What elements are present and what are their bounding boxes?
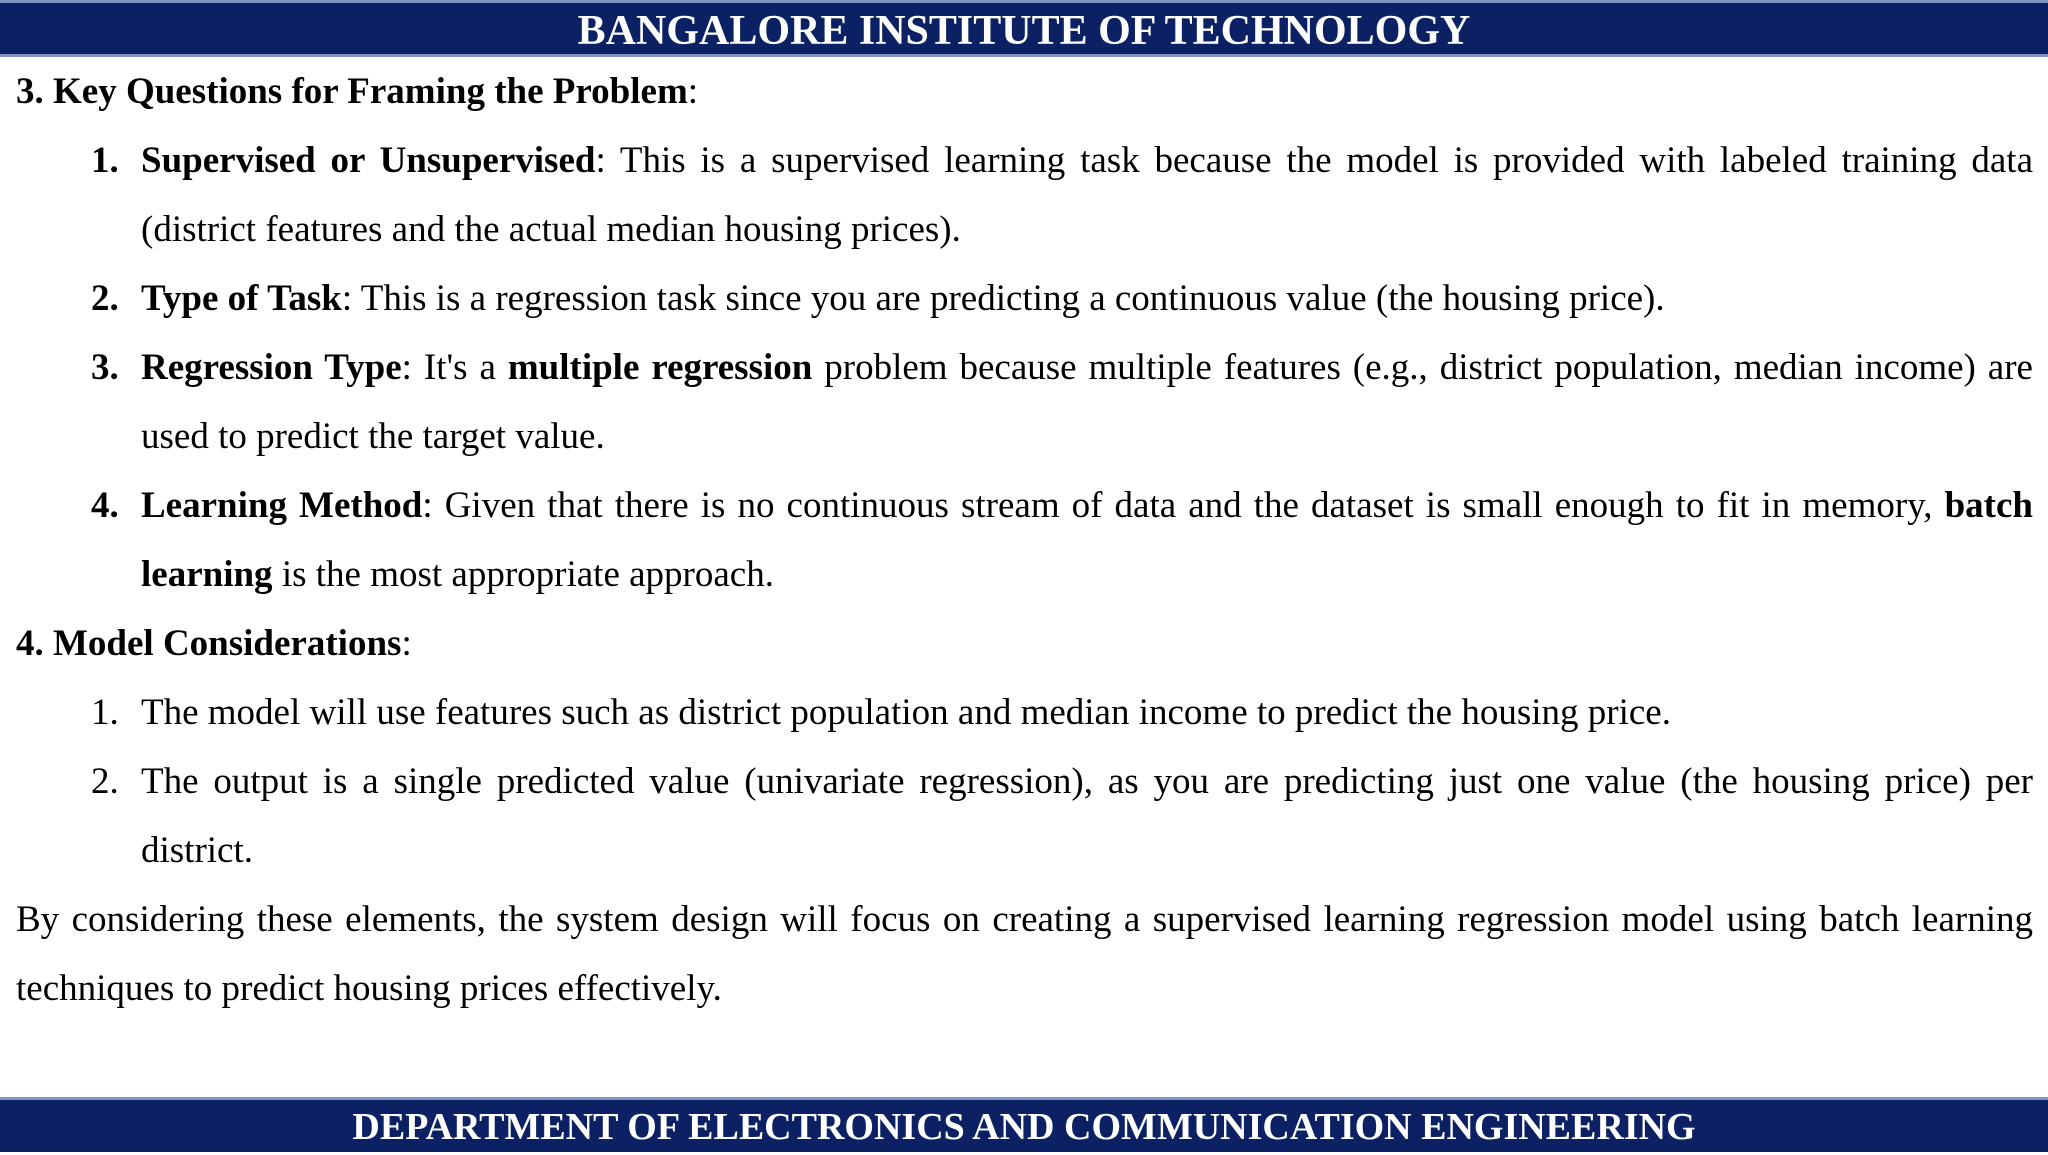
list-item-term: Supervised or Unsupervised (141, 140, 596, 181)
list-item-text: : Given that there is no continuous stream of data and the dataset is small enough to fit in memory, (422, 485, 1945, 526)
section-heading-colon: : (687, 71, 699, 112)
conclusion-paragraph: By considering these elements, the system design will focus on creating a supervised learning regression model using batch learning techniques to predict housing prices effectively. (16, 899, 2033, 1009)
list-item-emphasis: multiple regression (507, 347, 813, 388)
section-heading-key-questions (16, 57, 2033, 126)
list-item-number: 4. (91, 485, 119, 526)
header-banner (0, 0, 2048, 57)
key-questions-list (16, 126, 2033, 609)
list-item-text: The output is a single predicted value (univariate regression), as you are predicting just one value (the housing price) per district. (141, 761, 2033, 871)
list-item (16, 747, 2033, 885)
institute-title: BANGALORE INSTITUTE OF TECHNOLOGY (577, 8, 1471, 54)
list-item-number: 1. (91, 692, 119, 733)
list-item-term: Learning Method (141, 485, 423, 526)
slide-content (16, 57, 2033, 1023)
section-heading-model-considerations (16, 609, 2033, 678)
department-title: DEPARTMENT OF ELECTRONICS AND COMMUNICATION ENGINEERING (352, 1106, 1696, 1148)
list-item-term: Regression Type (141, 347, 402, 388)
list-item-number: 2. (91, 761, 119, 802)
list-item (16, 471, 2033, 609)
list-item-text: is the most appropriate approach. (272, 554, 774, 595)
model-considerations-list (16, 678, 2033, 885)
list-item (16, 678, 2033, 747)
list-item-number: 3. (91, 347, 119, 388)
list-item-text: The model will use features such as district population and median income to predict the housing price. (141, 692, 1671, 733)
list-item-text: : This is a regression task since you are predicting a continuous value (the housing price). (341, 278, 1665, 319)
section-heading-text: 4. Model Considerations (16, 623, 402, 664)
list-item-number: 2. (91, 278, 119, 319)
list-item (16, 333, 2033, 471)
section-heading-text: 3. Key Questions for Framing the Problem (16, 71, 688, 112)
list-item (16, 264, 2033, 333)
list-item-number: 1. (91, 140, 119, 181)
list-item (16, 126, 2033, 264)
list-item-text: : It's a (401, 347, 508, 388)
list-item-term: Type of Task (141, 278, 342, 319)
list-item-emphasis: batch learning (141, 485, 2033, 595)
footer-banner (0, 1097, 2048, 1152)
section-heading-colon: : (401, 623, 412, 664)
list-item-text: : This is a supervised learning task because the model is provided with labeled training data (district features and the actual median housing prices). (141, 140, 2033, 250)
list-item-text: problem because multiple features (e.g., district population, median income) are used to predict the target value. (141, 347, 2033, 457)
